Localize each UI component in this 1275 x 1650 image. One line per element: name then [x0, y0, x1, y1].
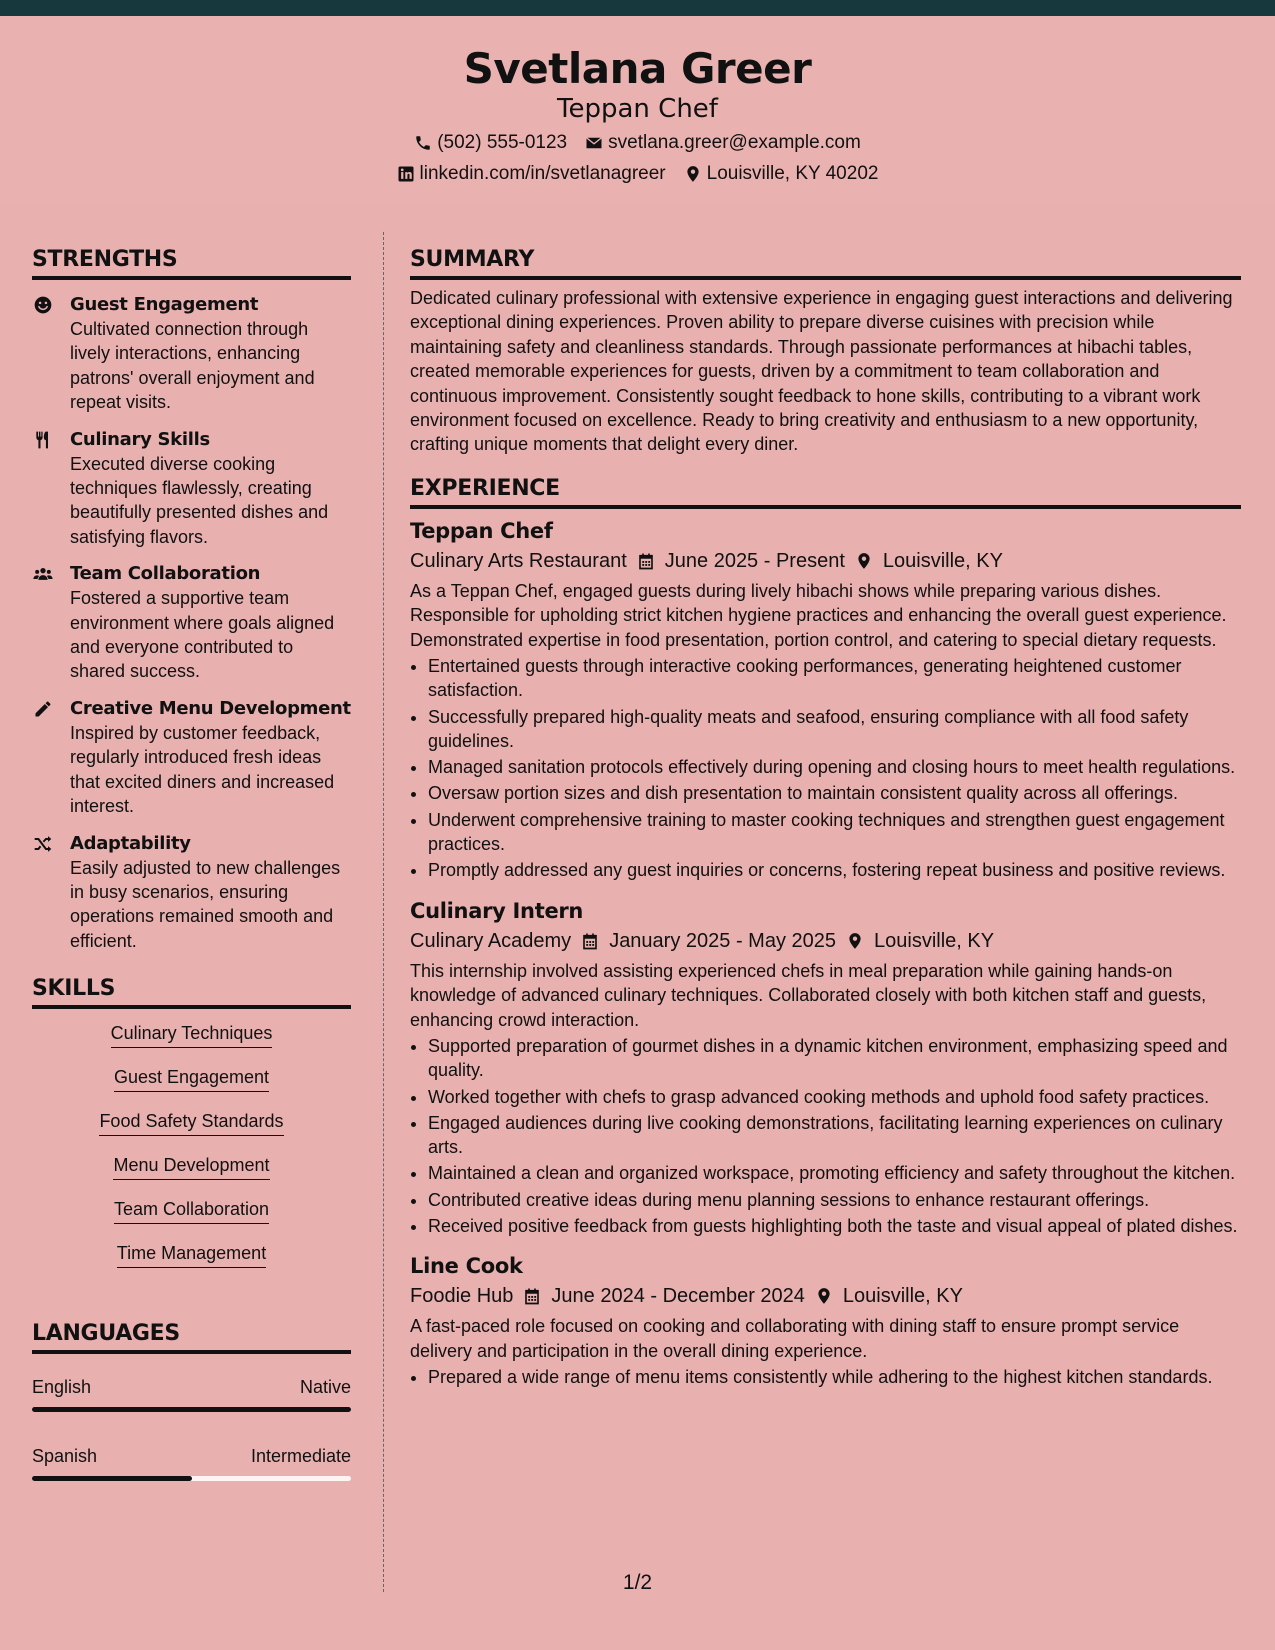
job-entry [410, 1252, 1241, 1389]
job-bullets [410, 654, 1241, 883]
skill-tag: Time Management [117, 1241, 266, 1268]
skill-tag: Team Collaboration [114, 1197, 269, 1224]
job-company: Culinary Arts Restaurant [410, 549, 627, 572]
language-item [32, 1375, 351, 1412]
job-bullet: • Oversaw portion sizes and dish presentation to maintain consistent quality across all offerings. [428, 781, 1241, 805]
resume-header [0, 16, 1275, 204]
left-column [32, 246, 351, 1481]
job-company: Foodie Hub [410, 1285, 514, 1308]
summary-text: Dedicated culinary professional with extensive experience in engaging guest interactions and delivering exceptional dining experiences. Proven ability to prepare diverse cuisines with precision while maintaining safety and cleanliness standards. Through passionate performances at hibachi tables, created memorable experiences for guests, driven by a commitment to team collaboration and continuous improvement. Consistently sought feedback to hone skills, contributing to a vibrant work environment focused on excellence. Ready to bring creativity and enthusiasm to a new opportunity, crafting unique moments that delight every diner. [410, 288, 1233, 455]
job-bullet: • Entertained guests through interactive cooking performances, generating heightened customer satisfaction. [428, 654, 1241, 703]
location-text: Louisville, KY 40202 [706, 163, 879, 184]
job-description: This internship involved assisting experienced chefs in meal preparation while gaining hands-on knowledge of advanced culinary techniques. Collaborated closely with both kitchen staff and guests, enhancing crowd interaction. [410, 960, 1207, 1030]
job-title: Culinary Intern [410, 898, 584, 923]
job-bullet: • Successfully prepared high-quality meats and seafood, ensuring compliance with all food safety guidelines. [428, 705, 1241, 754]
job-dates: January 2025 - May 2025 [609, 929, 836, 952]
envelope-icon [585, 134, 603, 152]
contact-row-1 [0, 131, 1275, 155]
language-item [32, 1444, 351, 1481]
job-dates: June 2025 - Present [664, 549, 845, 572]
job-company: Culinary Academy [410, 929, 572, 952]
map-marker-icon [846, 931, 864, 951]
email-contact[interactable] [585, 131, 861, 155]
job-bullet: • Prepared a wide range of menu items consistently while adhering to the highest kitchen standards. [428, 1365, 1241, 1389]
column-divider [383, 232, 384, 1592]
right-column [410, 246, 1241, 1391]
skill-tag: Food Safety Standards [99, 1109, 283, 1136]
linkedin-text: linkedin.com/in/svetlanagreer [419, 163, 666, 184]
job-meta [410, 547, 1241, 575]
candidate-name: Svetlana Greer [463, 44, 812, 93]
phone-text: (502) 555-0123 [437, 132, 568, 153]
strength-title: Creative Menu Development [70, 697, 351, 719]
job-description: As a Teppan Chef, engaged guests during lively hibachi shows while preparing various dishes. Responsible for upholding strict kitchen hygiene practices and enhancing the overall guest experience. Demonstrated expertise in food presentation, portion control, and catering to special dietary requests. [410, 580, 1227, 650]
strength-title: Guest Engagement [70, 294, 259, 315]
contact-row-2 [0, 162, 1275, 186]
map-marker-icon [815, 1286, 833, 1306]
calendar-icon [637, 551, 655, 571]
language-bar-fill [32, 1476, 192, 1481]
strength-desc: Inspired by customer feedback, regularly introduced fresh ideas that excited diners and increased interest. [70, 722, 335, 817]
strength-desc: Executed diverse cooking techniques flawlessly, creating beautifully presented dishes and satisfying flavors. [70, 453, 329, 547]
job-location: Louisville, KY [842, 1285, 963, 1308]
strength-title: Adaptability [70, 832, 191, 854]
strength-desc: Easily adjusted to new challenges in busy scenarios, ensuring operations remained smooth and efficient. [70, 857, 341, 951]
strength-desc: Fostered a supportive team environment where goals aligned and everyone contributed to shared success. [70, 588, 335, 682]
smile-icon [32, 295, 54, 315]
summary-heading: SUMMARY [410, 246, 1241, 280]
job-entry [410, 897, 1241, 1238]
candidate-title: Teppan Chef [557, 94, 718, 124]
strength-item [32, 562, 351, 684]
strengths-heading: STRENGTHS [32, 246, 351, 280]
page-number: 1/2 [622, 1571, 653, 1594]
experience-heading: EXPERIENCE [410, 475, 1241, 509]
job-bullet: • Promptly addressed any guest inquiries or concerns, fostering repeat business and positive reviews. [428, 858, 1241, 882]
users-icon [32, 564, 54, 584]
job-title: Teppan Chef [410, 518, 553, 543]
job-location: Louisville, KY [882, 549, 1003, 572]
job-bullet: • Worked together with chefs to grasp advanced cooking methods and uphold food safety practices. [428, 1085, 1241, 1109]
job-bullet: • Underwent comprehensive training to master cooking techniques and strengthen guest engagement practices. [428, 808, 1241, 857]
job-bullet: • Contributed creative ideas during menu planning sessions to enhance restaurant offerings. [428, 1188, 1241, 1212]
map-marker-icon [684, 165, 702, 183]
calendar-icon [523, 1286, 541, 1306]
language-bar [32, 1407, 351, 1412]
job-entry [410, 517, 1241, 883]
language-name: Spanish [32, 1446, 98, 1467]
strength-title: Team Collaboration [70, 563, 261, 585]
phone-icon [414, 134, 432, 152]
language-level: Native [299, 1377, 351, 1398]
language-bar-fill [32, 1407, 351, 1412]
job-bullet: • Supported preparation of gourmet dishes in a dynamic kitchen environment, emphasizing speed and quality. [428, 1034, 1241, 1083]
job-bullet: • Managed sanitation protocols effectively during opening and closing hours to meet health regulations. [428, 755, 1241, 779]
skills-heading: SKILLS [32, 975, 351, 1009]
pencil-icon [32, 699, 54, 719]
email-text: svetlana.greer@example.com [608, 132, 861, 153]
strength-item [32, 697, 351, 819]
experience-list [410, 517, 1241, 1390]
top-bar [0, 0, 1275, 16]
location-contact [684, 162, 879, 186]
job-bullets [410, 1034, 1241, 1238]
linkedin-contact[interactable] [397, 162, 666, 186]
skills-list [32, 1021, 351, 1285]
skill-tag: Guest Engagement [114, 1065, 269, 1092]
strength-item [32, 293, 351, 415]
languages-heading: LANGUAGES [32, 1320, 351, 1354]
job-meta [410, 1282, 1241, 1310]
strength-item [32, 428, 351, 550]
linkedin-icon [397, 165, 415, 183]
shuffle-icon [32, 834, 54, 854]
language-name: English [32, 1377, 92, 1398]
job-description: A fast-paced role focused on cooking and collaborating with dining staff to ensure prompt service delivery and participation in the overall dining experience. [410, 1316, 1180, 1361]
strength-item [32, 832, 351, 954]
job-dates: June 2024 - December 2024 [551, 1285, 805, 1308]
map-marker-icon [855, 551, 873, 571]
job-bullet: • Engaged audiences during live cooking demonstrations, facilitating learning experiences on culinary arts. [428, 1111, 1241, 1160]
utensils-icon [32, 430, 54, 450]
job-meta [410, 927, 1241, 955]
job-bullet: • Received positive feedback from guests highlighting both the taste and visual appeal of plated dishes. [428, 1214, 1241, 1238]
calendar-icon [581, 931, 599, 951]
language-bar [32, 1476, 351, 1481]
strength-title: Culinary Skills [70, 428, 210, 450]
skill-tag: Culinary Techniques [111, 1021, 273, 1048]
strength-desc: Cultivated connection through lively interactions, enhancing patrons' overall enjoyment and repeat visits. [70, 319, 315, 413]
job-title: Line Cook [410, 1254, 523, 1279]
job-bullet: • Maintained a clean and organized workspace, promoting efficiency and safety throughout the kitchen. [428, 1161, 1241, 1185]
job-location: Louisville, KY [874, 929, 995, 952]
phone-contact [414, 131, 567, 155]
job-bullets [410, 1365, 1241, 1389]
skill-tag: Menu Development [113, 1153, 269, 1180]
language-level: Intermediate [250, 1446, 351, 1467]
